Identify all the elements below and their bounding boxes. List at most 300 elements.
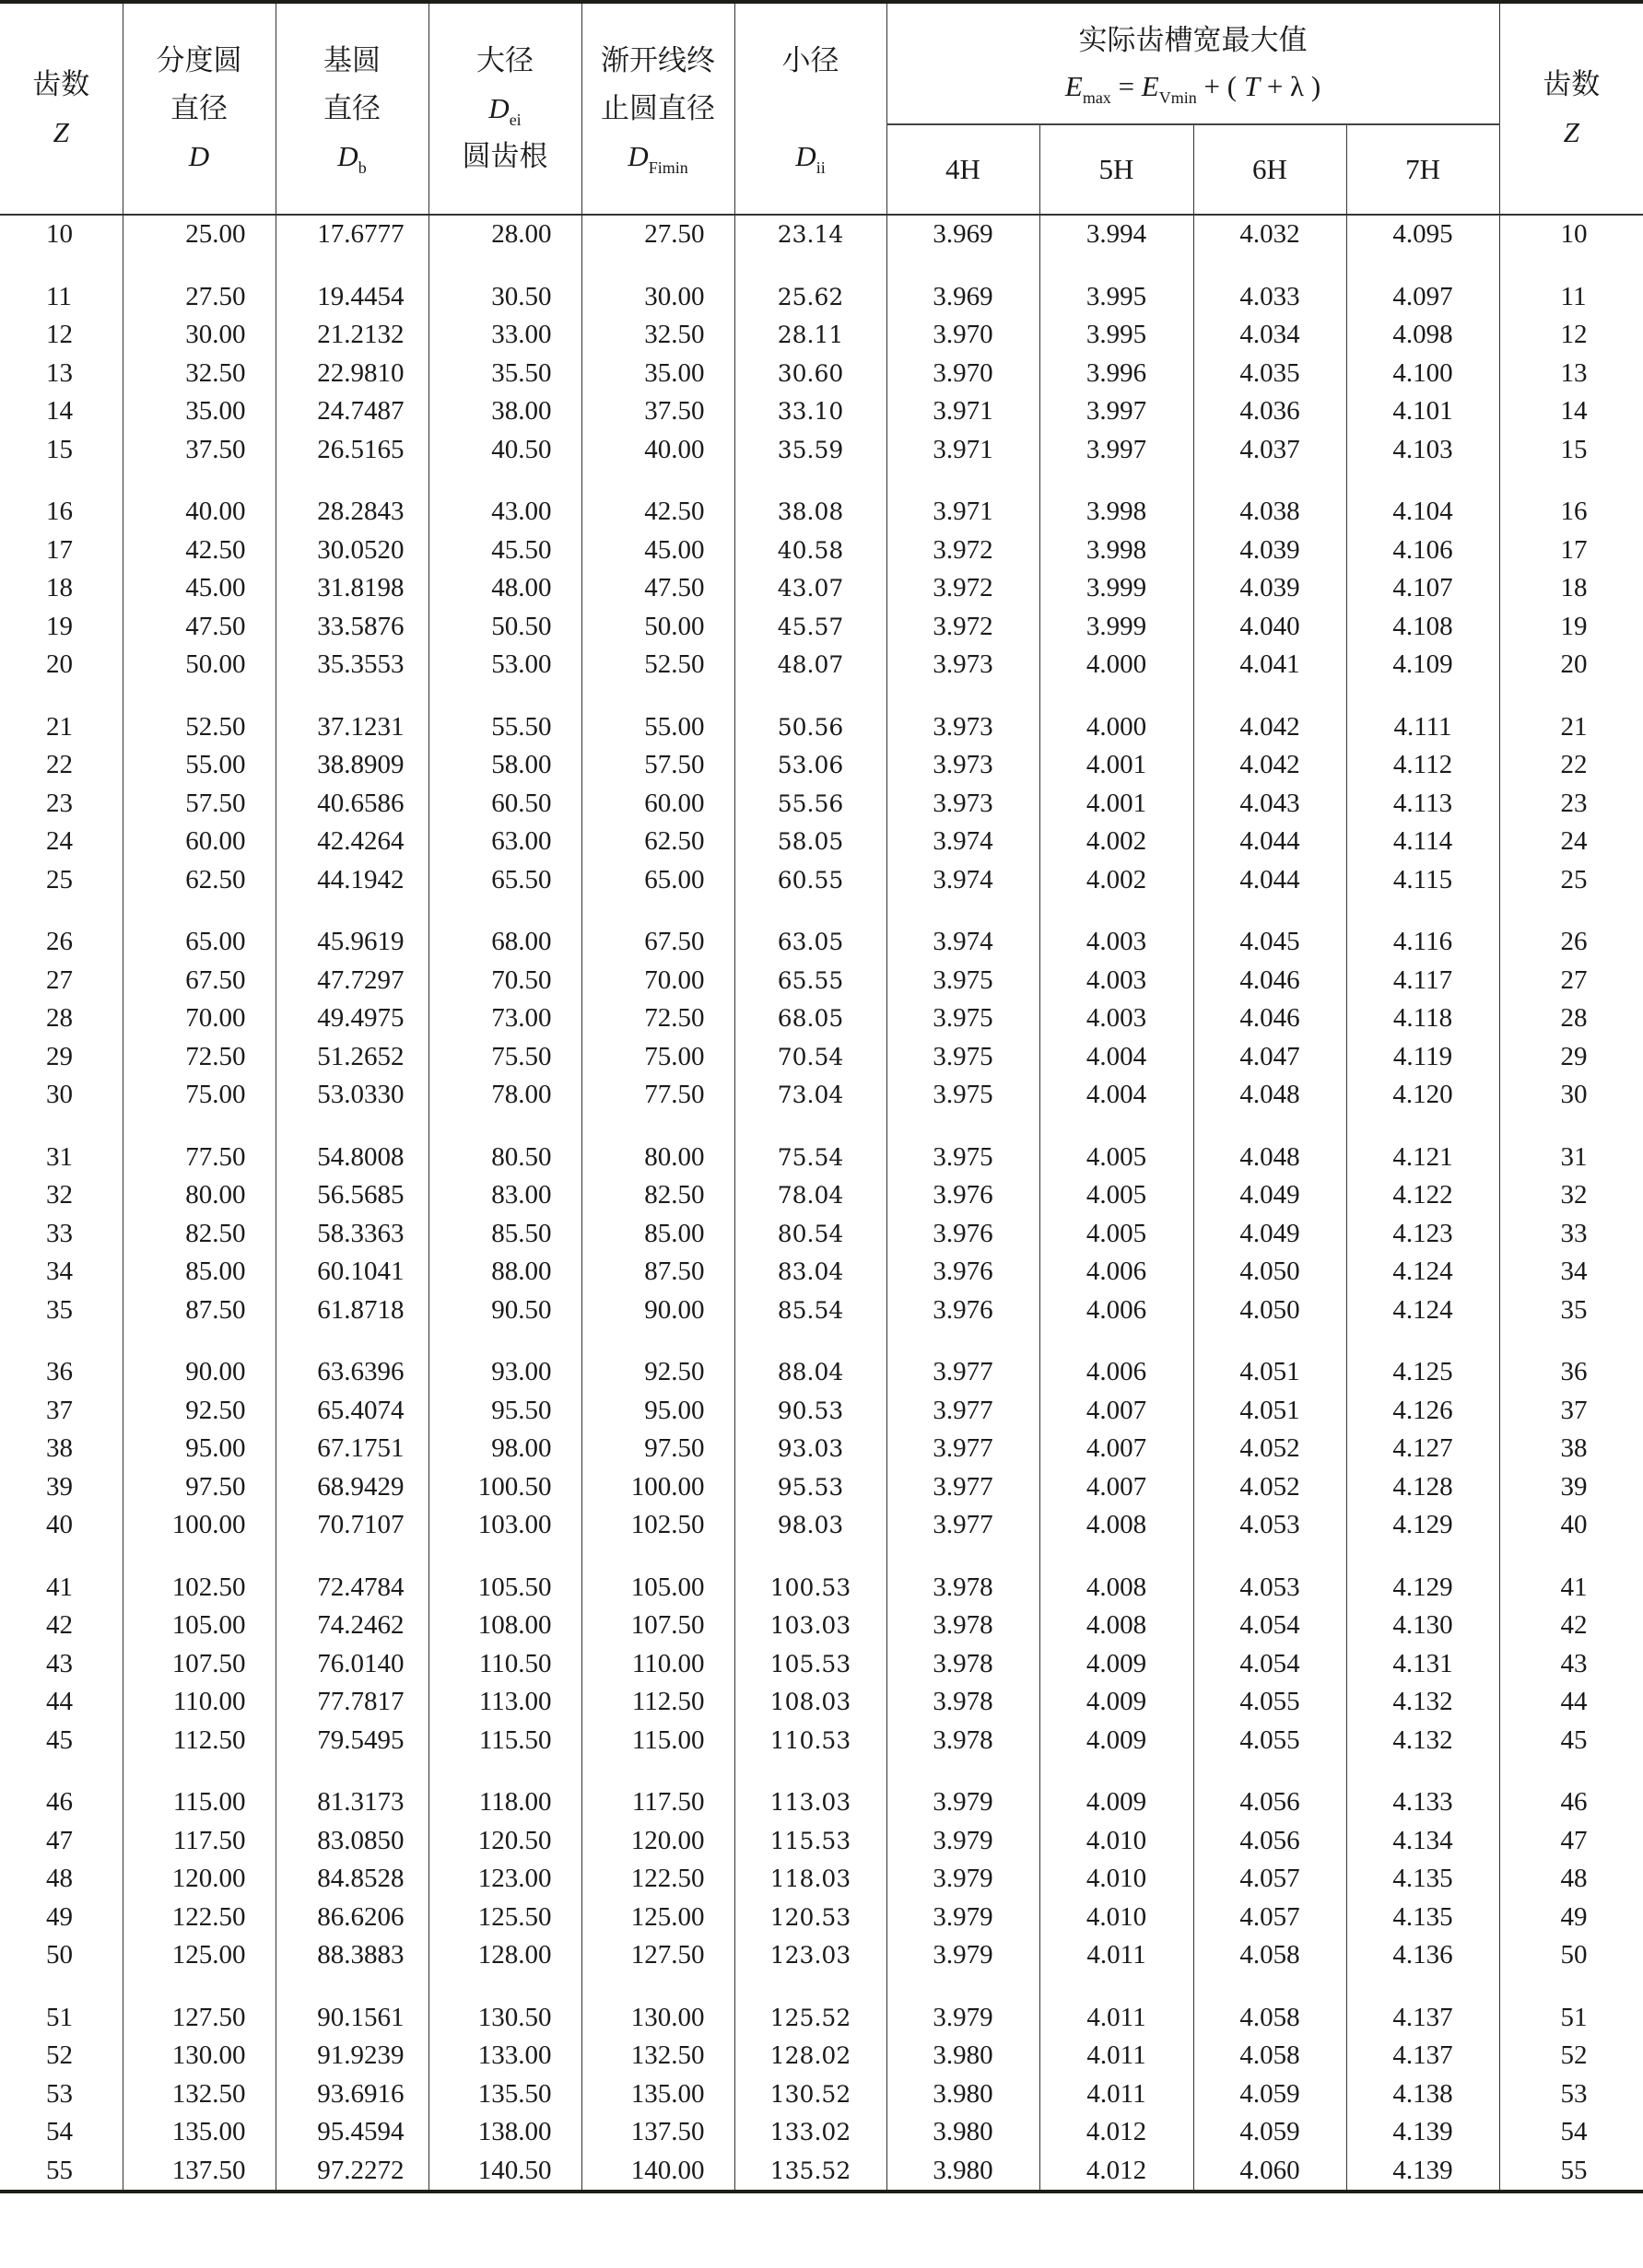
cell-7h: 4.095: [1346, 215, 1499, 254]
cell-5h: 4.011: [1039, 1999, 1193, 2038]
cell-teeth-count-right: 19: [1499, 608, 1643, 647]
table-row: [0, 1999, 1643, 2038]
cell-teeth-count-right: 50: [1499, 1936, 1643, 1975]
cell-7h: 4.113: [1346, 785, 1499, 824]
cell-7h: 4.132: [1346, 1683, 1499, 1722]
spacer-cell: [734, 469, 886, 493]
cell-4h: 3.970: [886, 316, 1039, 355]
cell-7h: 4.138: [1346, 2075, 1499, 2114]
cell-6h: 4.032: [1193, 215, 1346, 254]
cell-form-diameter: 82.50: [581, 1176, 734, 1215]
cell-6h: 4.049: [1193, 1215, 1346, 1254]
cell-teeth-count-right: 14: [1499, 392, 1643, 431]
cell-minor-diameter: 120.53: [734, 1899, 886, 1937]
table-row: [0, 1292, 1643, 1330]
header-symbol: D: [488, 92, 510, 124]
spacer-cell: [886, 684, 1039, 708]
spacer-cell: [1499, 1329, 1643, 1353]
cell-5h: 4.002: [1039, 861, 1193, 900]
cell-form-diameter: 47.50: [581, 569, 734, 608]
header-teeth-count-right: [1499, 2, 1643, 215]
cell-5h: 4.007: [1039, 1430, 1193, 1468]
spacer-cell: [1499, 684, 1643, 708]
header-symbol: D: [188, 140, 210, 172]
cell-teeth-count-right: 34: [1499, 1253, 1643, 1292]
spacer-cell: [734, 684, 886, 708]
cell-minor-diameter: 130.52: [734, 2075, 886, 2114]
spacer-cell: [123, 1975, 276, 1999]
cell-teeth-count: 14: [0, 392, 123, 431]
spacer-cell: [1346, 899, 1499, 923]
cell-5h: 3.994: [1039, 215, 1193, 254]
table-row: [0, 1683, 1643, 1722]
cell-minor-diameter: 55.56: [734, 785, 886, 824]
cell-base-diameter: 21.2132: [276, 316, 428, 355]
cell-5h: 4.005: [1039, 1215, 1193, 1254]
cell-base-diameter: 35.3553: [276, 646, 428, 684]
cell-5h: 4.012: [1039, 2152, 1193, 2192]
cell-7h: 4.129: [1346, 1569, 1499, 1607]
header-form-diameter: [581, 2, 734, 215]
cell-7h: 4.122: [1346, 1176, 1499, 1215]
cell-minor-diameter: 63.05: [734, 923, 886, 962]
cell-6h: 4.035: [1193, 355, 1346, 393]
spacer-cell: [428, 1975, 581, 1999]
cell-teeth-count: 44: [0, 1683, 123, 1722]
formula-symbol: E: [1064, 70, 1083, 102]
row-group-spacer: [0, 684, 1643, 708]
cell-base-diameter: 38.8909: [276, 746, 428, 785]
cell-6h: 4.034: [1193, 316, 1346, 355]
header-subscript: b: [358, 158, 367, 177]
cell-6h: 4.050: [1193, 1292, 1346, 1330]
cell-base-diameter: 45.9619: [276, 923, 428, 962]
cell-form-diameter: 37.50: [581, 392, 734, 431]
cell-4h: 3.978: [886, 1722, 1039, 1760]
cell-base-diameter: 42.4264: [276, 823, 428, 861]
cell-teeth-count: 33: [0, 1215, 123, 1254]
cell-major-diameter: 130.50: [428, 1999, 581, 2038]
cell-form-diameter: 55.00: [581, 708, 734, 747]
cell-4h: 3.977: [886, 1430, 1039, 1468]
cell-teeth-count-right: 30: [1499, 1076, 1643, 1115]
table-row: [0, 355, 1643, 393]
cell-4h: 3.969: [886, 278, 1039, 317]
cell-major-diameter: 28.00: [428, 215, 581, 254]
cell-5h: 4.003: [1039, 1000, 1193, 1038]
header-label: 直径: [323, 92, 381, 124]
table-row: [0, 746, 1643, 785]
cell-7h: 4.130: [1346, 1607, 1499, 1645]
cell-pitch-diameter: 112.50: [123, 1722, 276, 1760]
cell-5h: 4.003: [1039, 962, 1193, 1000]
cell-teeth-count: 38: [0, 1430, 123, 1468]
cell-minor-diameter: 85.54: [734, 1292, 886, 1330]
spacer-cell: [1193, 684, 1346, 708]
header-formula: [1064, 70, 1321, 107]
cell-pitch-diameter: 45.00: [123, 569, 276, 608]
cell-6h: 4.054: [1193, 1645, 1346, 1684]
spacer-cell: [886, 469, 1039, 493]
cell-pitch-diameter: 77.50: [123, 1139, 276, 1177]
cell-6h: 4.060: [1193, 2152, 1346, 2192]
table-row: [0, 1506, 1643, 1545]
cell-6h: 4.040: [1193, 608, 1346, 647]
cell-6h: 4.059: [1193, 2075, 1346, 2114]
table-row: [0, 431, 1643, 470]
cell-5h: 4.010: [1039, 1899, 1193, 1937]
cell-major-diameter: 128.00: [428, 1936, 581, 1975]
cell-pitch-diameter: 132.50: [123, 2075, 276, 2114]
cell-pitch-diameter: 35.00: [123, 392, 276, 431]
cell-major-diameter: 50.50: [428, 608, 581, 647]
spacer-cell: [1039, 1545, 1193, 1569]
cell-pitch-diameter: 37.50: [123, 431, 276, 470]
cell-4h: 3.978: [886, 1645, 1039, 1684]
cell-base-diameter: 40.6586: [276, 785, 428, 824]
cell-teeth-count-right: 51: [1499, 1999, 1643, 2038]
cell-5h: 4.002: [1039, 823, 1193, 861]
spacer-cell: [581, 1329, 734, 1353]
cell-6h: 4.042: [1193, 746, 1346, 785]
header-subscript: ei: [509, 111, 522, 129]
cell-6h: 4.043: [1193, 785, 1346, 824]
header-minor-diameter: [734, 2, 886, 215]
cell-base-diameter: 91.9239: [276, 2037, 428, 2075]
spacer-cell: [1499, 469, 1643, 493]
spacer-cell: [0, 1329, 123, 1353]
cell-6h: 4.058: [1193, 1936, 1346, 1975]
spacer-cell: [1039, 684, 1193, 708]
cell-teeth-count: 29: [0, 1038, 123, 1077]
header-teeth-count: [0, 2, 123, 215]
cell-minor-diameter: 33.10: [734, 392, 886, 431]
cell-major-diameter: 100.50: [428, 1468, 581, 1507]
cell-teeth-count-right: 38: [1499, 1430, 1643, 1468]
cell-6h: 4.056: [1193, 1822, 1346, 1861]
cell-6h: 4.036: [1193, 392, 1346, 431]
spacer-cell: [123, 1545, 276, 1569]
cell-5h: 3.997: [1039, 392, 1193, 431]
cell-pitch-diameter: 85.00: [123, 1253, 276, 1292]
cell-pitch-diameter: 50.00: [123, 646, 276, 684]
cell-teeth-count-right: 42: [1499, 1607, 1643, 1645]
table-body: [0, 215, 1643, 2192]
cell-teeth-count-right: 55: [1499, 2152, 1643, 2192]
cell-minor-diameter: 115.53: [734, 1822, 886, 1861]
cell-minor-diameter: 80.54: [734, 1215, 886, 1254]
table-row: [0, 1000, 1643, 1038]
cell-base-diameter: 61.8718: [276, 1292, 428, 1330]
cell-teeth-count: 16: [0, 493, 123, 532]
cell-base-diameter: 17.6777: [276, 215, 428, 254]
cell-5h: 4.000: [1039, 708, 1193, 747]
cell-teeth-count: 34: [0, 1253, 123, 1292]
cell-form-diameter: 85.00: [581, 1215, 734, 1254]
cell-major-diameter: 48.00: [428, 569, 581, 608]
cell-pitch-diameter: 90.00: [123, 1353, 276, 1392]
header-label: 齿数: [1543, 68, 1601, 100]
cell-4h: 3.974: [886, 923, 1039, 962]
cell-5h: 3.997: [1039, 431, 1193, 470]
cell-minor-diameter: 83.04: [734, 1253, 886, 1292]
table-row: [0, 1430, 1643, 1468]
cell-form-diameter: 95.00: [581, 1392, 734, 1431]
header-label: 分度圆: [156, 44, 242, 76]
cell-7h: 4.137: [1346, 1999, 1499, 2038]
cell-teeth-count: 42: [0, 1607, 123, 1645]
formula-operator: =: [1110, 70, 1142, 102]
spacer-cell: [1039, 1975, 1193, 1999]
cell-pitch-diameter: 130.00: [123, 2037, 276, 2075]
cell-teeth-count-right: 45: [1499, 1722, 1643, 1760]
spacer-cell: [276, 469, 428, 493]
cell-teeth-count: 47: [0, 1822, 123, 1861]
cell-teeth-count: 23: [0, 785, 123, 824]
spacer-cell: [734, 1115, 886, 1139]
cell-5h: 4.009: [1039, 1722, 1193, 1760]
cell-teeth-count: 31: [0, 1139, 123, 1177]
cell-7h: 4.139: [1346, 2113, 1499, 2152]
cell-5h: 4.012: [1039, 2113, 1193, 2152]
cell-base-diameter: 63.6396: [276, 1353, 428, 1392]
cell-teeth-count: 39: [0, 1468, 123, 1507]
formula-operator: ): [1304, 70, 1321, 102]
cell-7h: 4.118: [1346, 1000, 1499, 1038]
cell-base-diameter: 88.3883: [276, 1936, 428, 1975]
spacer-cell: [1346, 254, 1499, 278]
cell-major-diameter: 68.00: [428, 923, 581, 962]
cell-teeth-count: 22: [0, 746, 123, 785]
cell-teeth-count-right: 33: [1499, 1215, 1643, 1254]
cell-form-diameter: 122.50: [581, 1860, 734, 1899]
cell-4h: 3.976: [886, 1292, 1039, 1330]
cell-teeth-count: 17: [0, 532, 123, 570]
cell-minor-diameter: 38.08: [734, 493, 886, 532]
spacer-cell: [428, 899, 581, 923]
cell-minor-diameter: 45.57: [734, 608, 886, 647]
spacer-cell: [276, 1545, 428, 1569]
cell-7h: 4.135: [1346, 1860, 1499, 1899]
cell-teeth-count-right: 29: [1499, 1038, 1643, 1077]
cell-4h: 3.979: [886, 1822, 1039, 1861]
spacer-cell: [428, 684, 581, 708]
cell-teeth-count-right: 28: [1499, 1000, 1643, 1038]
cell-pitch-diameter: 27.50: [123, 278, 276, 317]
cell-major-diameter: 83.00: [428, 1176, 581, 1215]
spacer-cell: [0, 254, 123, 278]
cell-pitch-diameter: 25.00: [123, 215, 276, 254]
cell-5h: 4.009: [1039, 1783, 1193, 1822]
spacer-cell: [0, 899, 123, 923]
cell-7h: 4.135: [1346, 1899, 1499, 1937]
cell-pitch-diameter: 72.50: [123, 1038, 276, 1077]
header-label: 止圆直径: [601, 92, 715, 124]
cell-4h: 3.971: [886, 392, 1039, 431]
cell-7h: 4.121: [1346, 1139, 1499, 1177]
cell-7h: 4.139: [1346, 2152, 1499, 2192]
cell-form-diameter: 107.50: [581, 1607, 734, 1645]
spacer-cell: [886, 899, 1039, 923]
cell-minor-diameter: 135.52: [734, 2152, 886, 2192]
cell-teeth-count: 45: [0, 1722, 123, 1760]
row-group-spacer: [0, 254, 1643, 278]
header-symbol: Z: [53, 116, 69, 148]
header-class-7h: 7H: [1346, 124, 1499, 215]
cell-major-diameter: 78.00: [428, 1076, 581, 1115]
cell-4h: 3.979: [886, 1860, 1039, 1899]
cell-pitch-diameter: 97.50: [123, 1468, 276, 1507]
cell-base-diameter: 90.1561: [276, 1999, 428, 2038]
cell-5h: 3.999: [1039, 569, 1193, 608]
cell-base-diameter: 33.5876: [276, 608, 428, 647]
cell-6h: 4.039: [1193, 569, 1346, 608]
spacer-cell: [1499, 254, 1643, 278]
spacer-cell: [734, 254, 886, 278]
cell-6h: 4.052: [1193, 1468, 1346, 1507]
cell-pitch-diameter: 62.50: [123, 861, 276, 900]
cell-6h: 4.058: [1193, 2037, 1346, 2075]
cell-4h: 3.972: [886, 569, 1039, 608]
cell-minor-diameter: 78.04: [734, 1176, 886, 1215]
cell-minor-diameter: 95.53: [734, 1468, 886, 1507]
cell-5h: 4.011: [1039, 2075, 1193, 2114]
cell-base-diameter: 28.2843: [276, 493, 428, 532]
cell-base-diameter: 76.0140: [276, 1645, 428, 1684]
cell-5h: 4.005: [1039, 1176, 1193, 1215]
cell-6h: 4.045: [1193, 923, 1346, 962]
spacer-cell: [581, 254, 734, 278]
spacer-cell: [1039, 899, 1193, 923]
cell-teeth-count: 24: [0, 823, 123, 861]
cell-pitch-diameter: 67.50: [123, 962, 276, 1000]
cell-base-diameter: 53.0330: [276, 1076, 428, 1115]
cell-form-diameter: 40.00: [581, 431, 734, 470]
cell-form-diameter: 110.00: [581, 1645, 734, 1684]
spacer-cell: [581, 1975, 734, 1999]
table-header: [0, 2, 1643, 215]
cell-base-diameter: 97.2272: [276, 2152, 428, 2192]
cell-major-diameter: 35.50: [428, 355, 581, 393]
table-row: [0, 392, 1643, 431]
cell-teeth-count: 27: [0, 962, 123, 1000]
cell-4h: 3.977: [886, 1468, 1039, 1507]
cell-teeth-count-right: 23: [1499, 785, 1643, 824]
cell-base-diameter: 56.5685: [276, 1176, 428, 1215]
cell-6h: 4.057: [1193, 1860, 1346, 1899]
spacer-cell: [123, 899, 276, 923]
cell-major-diameter: 93.00: [428, 1353, 581, 1392]
spacer-cell: [428, 469, 581, 493]
cell-teeth-count-right: 54: [1499, 2113, 1643, 2152]
cell-7h: 4.115: [1346, 861, 1499, 900]
cell-major-diameter: 53.00: [428, 646, 581, 684]
table-row: [0, 1569, 1643, 1607]
cell-base-diameter: 22.9810: [276, 355, 428, 393]
cell-minor-diameter: 48.07: [734, 646, 886, 684]
header-symbol: D: [337, 140, 358, 172]
row-group-spacer: [0, 1545, 1643, 1569]
table-row: [0, 861, 1643, 900]
cell-minor-diameter: 60.55: [734, 861, 886, 900]
cell-form-diameter: 80.00: [581, 1139, 734, 1177]
spacer-cell: [276, 1115, 428, 1139]
cell-form-diameter: 57.50: [581, 746, 734, 785]
cell-teeth-count: 54: [0, 2113, 123, 2152]
cell-5h: 4.005: [1039, 1139, 1193, 1177]
cell-major-diameter: 65.50: [428, 861, 581, 900]
cell-base-diameter: 30.0520: [276, 532, 428, 570]
spacer-cell: [276, 1975, 428, 1999]
cell-teeth-count: 12: [0, 316, 123, 355]
cell-form-diameter: 92.50: [581, 1353, 734, 1392]
cell-pitch-diameter: 100.00: [123, 1506, 276, 1545]
table-row: [0, 1936, 1643, 1975]
cell-4h: 3.972: [886, 532, 1039, 570]
formula-symbol: T: [1243, 70, 1261, 102]
header-major-diameter: [428, 2, 581, 215]
spacer-cell: [0, 1115, 123, 1139]
header-subscript: ii: [816, 158, 826, 177]
cell-5h: 4.011: [1039, 1936, 1193, 1975]
cell-base-diameter: 49.4975: [276, 1000, 428, 1038]
cell-6h: 4.053: [1193, 1569, 1346, 1607]
table-row: [0, 569, 1643, 608]
cell-major-diameter: 30.50: [428, 278, 581, 317]
cell-minor-diameter: 73.04: [734, 1076, 886, 1115]
cell-6h: 4.050: [1193, 1253, 1346, 1292]
cell-teeth-count-right: 12: [1499, 316, 1643, 355]
table-row: [0, 532, 1643, 570]
cell-5h: 3.999: [1039, 608, 1193, 647]
cell-4h: 3.975: [886, 1038, 1039, 1077]
spacer-cell: [1193, 1115, 1346, 1139]
header-class-5h: 5H: [1039, 124, 1193, 215]
cell-form-diameter: 112.50: [581, 1683, 734, 1722]
cell-pitch-diameter: 120.00: [123, 1860, 276, 1899]
cell-major-diameter: 75.50: [428, 1038, 581, 1077]
cell-6h: 4.053: [1193, 1506, 1346, 1545]
cell-form-diameter: 65.00: [581, 861, 734, 900]
cell-minor-diameter: 100.53: [734, 1569, 886, 1607]
cell-minor-diameter: 110.53: [734, 1722, 886, 1760]
cell-teeth-count-right: 20: [1499, 646, 1643, 684]
spacer-cell: [581, 899, 734, 923]
cell-4h: 3.969: [886, 215, 1039, 254]
spacer-cell: [276, 684, 428, 708]
cell-4h: 3.978: [886, 1683, 1039, 1722]
table-row: [0, 2113, 1643, 2152]
cell-major-diameter: 98.00: [428, 1430, 581, 1468]
cell-4h: 3.971: [886, 431, 1039, 470]
cell-teeth-count-right: 11: [1499, 278, 1643, 317]
cell-7h: 4.100: [1346, 355, 1499, 393]
cell-7h: 4.111: [1346, 708, 1499, 747]
cell-form-diameter: 45.00: [581, 532, 734, 570]
cell-teeth-count: 35: [0, 1292, 123, 1330]
cell-teeth-count: 10: [0, 215, 123, 254]
header-symbol: Z: [1563, 116, 1579, 148]
cell-major-diameter: 38.00: [428, 392, 581, 431]
spacer-cell: [1039, 254, 1193, 278]
header-symbol: D: [795, 140, 816, 172]
cell-4h: 3.975: [886, 1139, 1039, 1177]
cell-form-diameter: 32.50: [581, 316, 734, 355]
cell-base-diameter: 70.7107: [276, 1506, 428, 1545]
cell-minor-diameter: 75.54: [734, 1139, 886, 1177]
cell-teeth-count: 55: [0, 2152, 123, 2192]
cell-teeth-count-right: 17: [1499, 532, 1643, 570]
